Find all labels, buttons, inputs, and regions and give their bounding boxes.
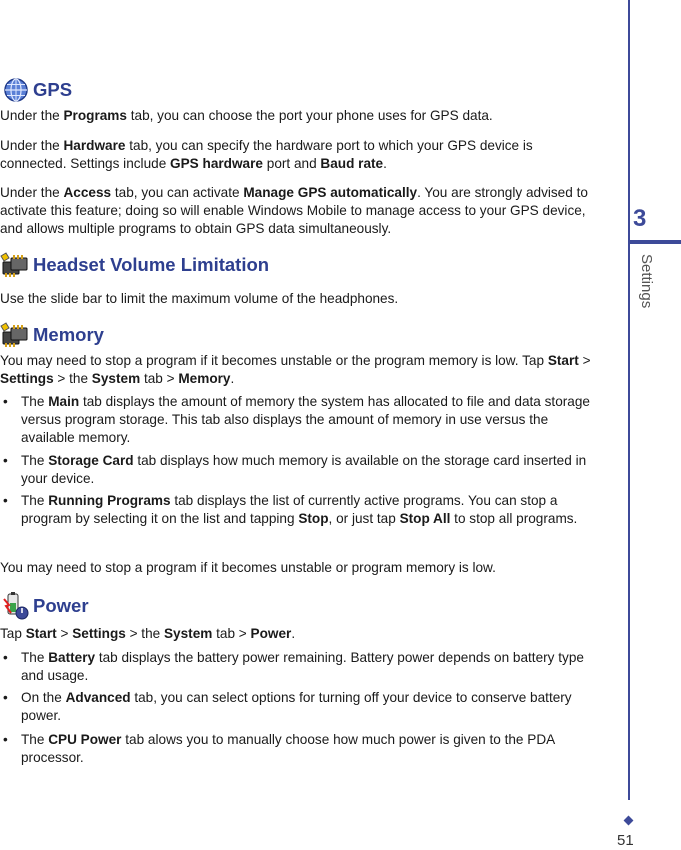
memory-title: Memory (33, 324, 104, 345)
memory-bullet-storage-card: • The Storage Card tab displays how much memory is available on the storage card inserted in your device. (0, 452, 600, 488)
gps-title: GPS (33, 79, 73, 100)
page-number: 51 (617, 832, 634, 849)
power-bullet-advanced: • On the Advanced tab, you can select options for turning off your device to conserve battery power. (0, 689, 600, 725)
power-paragraph-intro: Tap Start > Settings > the System tab > Power. (0, 626, 296, 641)
memory-heading (0, 322, 104, 348)
battery-power-icon (0, 591, 30, 621)
power-heading (0, 591, 89, 621)
chapter-tab-bar (630, 240, 681, 244)
bullet-marker: • (3, 650, 8, 665)
memory-paragraph-note: You may need to stop a program if it becomes unstable or program memory is low. (0, 560, 496, 575)
power-bullet-battery: • The Battery tab displays the battery power remaining. Battery power depends on battery type and usage. (0, 649, 600, 685)
gps-paragraph-programs: Under the Programs tab, you can choose the port your phone uses for GPS data. (0, 108, 493, 123)
headset-heading (0, 252, 269, 278)
margin-rule (628, 0, 630, 800)
bullet-marker: • (3, 732, 8, 747)
memory-paragraph-intro: You may need to stop a program if it becomes unstable or the program memory is low. Tap Start > Settings > the System tab > Memory. (0, 353, 591, 386)
settings-chip-icon (0, 252, 30, 278)
globe-icon (2, 77, 30, 103)
bullet-marker: • (3, 453, 8, 468)
gps-heading (2, 77, 72, 103)
memory-bullet-main: • The Main tab displays the amount of memory the system has allocated to file and data storage versus program storage. This tab also displays the amount of memory in use versus the available memory. (0, 393, 600, 447)
chapter-number: 3 (633, 205, 647, 232)
bullet-marker: • (3, 690, 8, 705)
diamond-marker-icon (624, 816, 634, 826)
memory-chip-icon (0, 322, 30, 348)
bullet-marker: • (3, 394, 8, 409)
gps-paragraph-hardware: Under the Hardware tab, you can specify the hardware port to which your GPS device is connected. Settings include GPS hardware port and Baud rate. (0, 138, 533, 171)
power-bullet-cpu: • The CPU Power tab alows you to manually choose how much power is given to the PDA processor. (0, 731, 600, 767)
gps-paragraph-access: Under the Access tab, you can activate Manage GPS automatically. You are strongly advised to activate this feature; doing so will enable Windows Mobile to manage access to your GPS device, and allows multiple programs to obtain GPS data simultaneously. (0, 185, 588, 236)
headset-paragraph: Use the slide bar to limit the maximum volume of the headphones. (0, 291, 399, 306)
memory-bullet-running-programs: • The Running Programs tab displays the list of currently active programs. You can stop a program by selecting it on the list and tapping Stop, or just tap Stop All to stop all programs. (0, 492, 600, 528)
headset-title: Headset Volume Limitation (33, 254, 270, 275)
chapter-label: Settings (638, 254, 655, 309)
bullet-marker: • (3, 493, 8, 508)
power-title: Power (33, 595, 89, 616)
